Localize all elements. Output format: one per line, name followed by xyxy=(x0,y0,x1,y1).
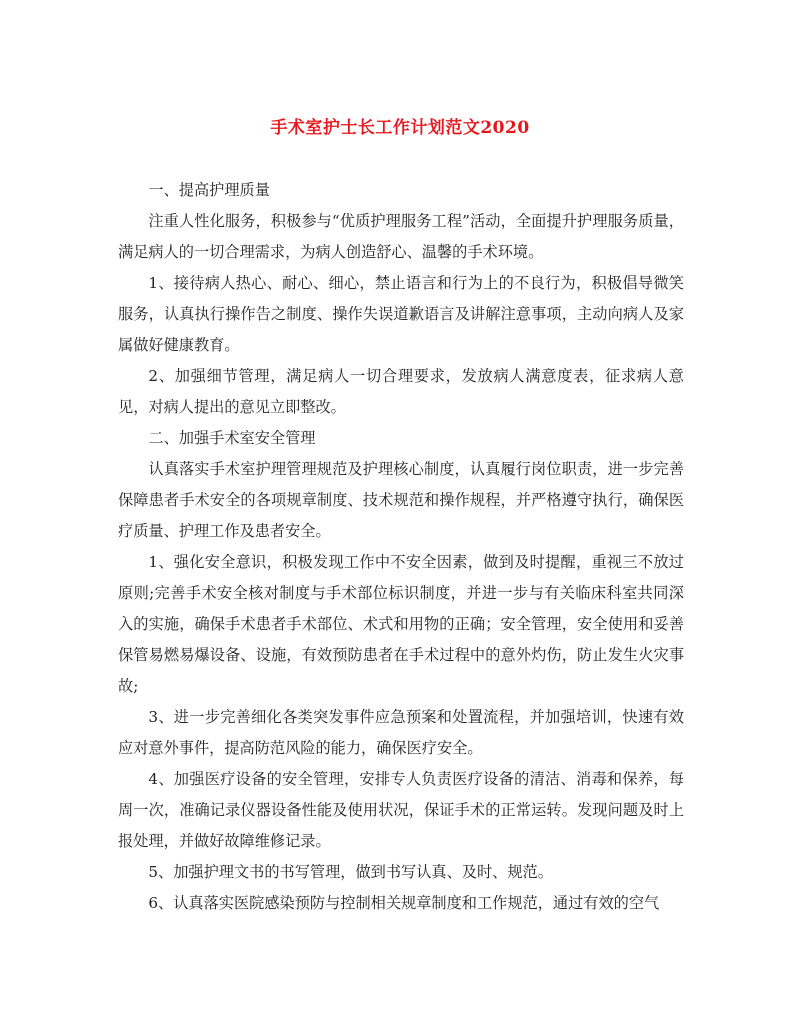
paragraph: 认真落实手术室护理管理规范及护理核心制度，认真履行岗位职责，进一步完善保障患者手术安全的各项规章制度、技术规范和操作规程，并严格遵守执行，确保医疗质量、护理工作及患者安全。 xyxy=(118,460,684,540)
document-body xyxy=(118,175,684,919)
section-heading: 一、提高护理质量 xyxy=(148,181,270,199)
paragraph: 4、加强医疗设备的安全管理，安排专人负责医疗设备的清洁、消毒和保养，每周一次，准确记录仪器设备性能及使用状况，保证手术的正常运转。发现问题及时上报处理，并做好故障维修记录。 xyxy=(118,770,684,850)
paragraph: 注重人性化服务，积极参与“优质护理服务工程”活动，全面提升护理服务质量，满足病人的一切合理需求，为病人创造舒心、温馨的手术环境。 xyxy=(118,212,684,261)
document-title: 手术室护士长工作计划范文2020 xyxy=(270,118,530,138)
paragraph: 6、认真落实医院感染预防与控制相关规章制度和工作规范，通过有效的空气 xyxy=(148,894,660,912)
paragraph: 1、接待病人热心、耐心、细心，禁止语言和行为上的不良行为，积极倡导微笑服务，认真执行操作告之制度、操作失误道歉语言及讲解注意事项，主动向病人及家属做好健康教育。 xyxy=(118,274,684,354)
paragraph: 1、强化安全意识，积极发现工作中不安全因素，做到及时提醒，重视三不放过原则;完善手术安全核对制度与手术部位标识制度，并进一步与有关临床科室共同深入的实施，确保手术患者手术部位、术式和用物的正确；安全管理，安全使用和妥善保管易燃易爆设备、设施，有效预防患者在手术过程中的意外灼伤，防止发生火灾事故; xyxy=(118,553,684,695)
paragraph: 5、加强护理文书的书写管理，做到书写认真、及时、规范。 xyxy=(148,863,553,881)
section-heading: 二、加强手术室安全管理 xyxy=(148,429,316,447)
paragraph: 3、进一步完善细化各类突发事件应急预案和处置流程，并加强培训，快速有效应对意外事件，提高防范风险的能力，确保医疗安全。 xyxy=(118,708,684,757)
paragraph: 2、加强细节管理，满足病人一切合理要求，发放病人满意度表，征求病人意见，对病人提出的意见立即整改。 xyxy=(118,367,684,416)
